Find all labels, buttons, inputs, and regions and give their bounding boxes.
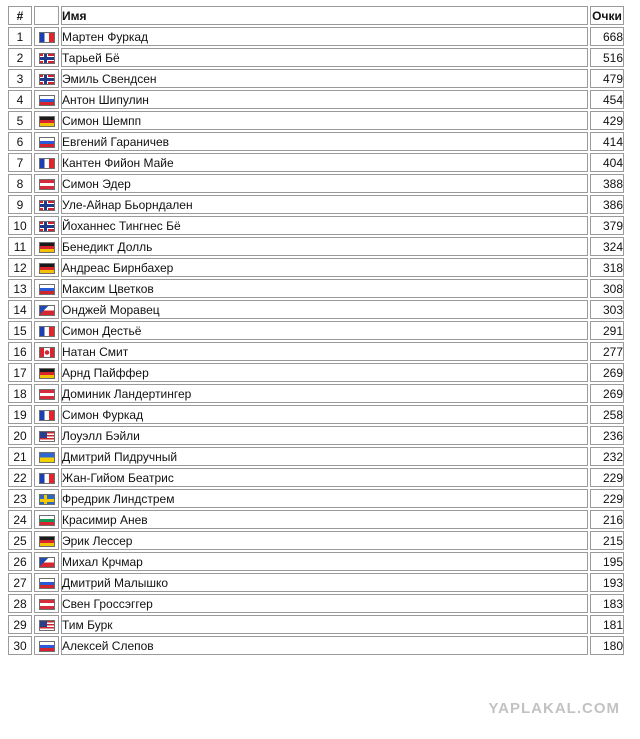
athlete-name: Эмиль Свендсен <box>61 69 588 88</box>
fra-flag-icon <box>39 473 55 484</box>
athlete-name: Антон Шипулин <box>61 90 588 109</box>
table-row <box>8 363 624 382</box>
rank-number: 1 <box>8 27 32 46</box>
table-row <box>8 258 624 277</box>
points-value: 269 <box>590 363 624 382</box>
athlete-name: Симон Эдер <box>61 174 588 193</box>
rus-flag-icon <box>39 578 55 589</box>
points-value: 386 <box>590 195 624 214</box>
rank-number: 11 <box>8 237 32 256</box>
ger-flag-icon <box>39 263 55 274</box>
table-row <box>8 300 624 319</box>
athlete-name: Михал Крчмар <box>61 552 588 571</box>
rank-number: 8 <box>8 174 32 193</box>
ger-flag-icon <box>39 242 55 253</box>
header-number: # <box>8 6 32 25</box>
nor-flag-icon <box>39 200 55 211</box>
points-value: 379 <box>590 216 624 235</box>
table-body <box>8 27 624 655</box>
aut-flag-icon <box>39 389 55 400</box>
points-value: 258 <box>590 405 624 424</box>
rank-number: 23 <box>8 489 32 508</box>
points-value: 269 <box>590 384 624 403</box>
flag-cell <box>34 552 59 571</box>
athlete-name: Лоуэлл Бэйли <box>61 426 588 445</box>
rank-number: 27 <box>8 573 32 592</box>
athlete-name: Доминик Ландертингер <box>61 384 588 403</box>
table-row <box>8 174 624 193</box>
flag-cell <box>34 48 59 67</box>
rus-flag-icon <box>39 137 55 148</box>
points-value: 429 <box>590 111 624 130</box>
flag-cell <box>34 300 59 319</box>
athlete-name: Тарьей Бё <box>61 48 588 67</box>
can-flag-icon <box>39 347 55 358</box>
athlete-name: Симон Шемпп <box>61 111 588 130</box>
points-value: 232 <box>590 447 624 466</box>
table-row <box>8 615 624 634</box>
rank-number: 4 <box>8 90 32 109</box>
athlete-name: Эрик Лессер <box>61 531 588 550</box>
aut-flag-icon <box>39 179 55 190</box>
rank-number: 3 <box>8 69 32 88</box>
table-row <box>8 426 624 445</box>
flag-cell <box>34 468 59 487</box>
rank-number: 13 <box>8 279 32 298</box>
athlete-name: Жан-Гийом Беатрис <box>61 468 588 487</box>
points-value: 229 <box>590 489 624 508</box>
rank-number: 25 <box>8 531 32 550</box>
flag-cell <box>34 447 59 466</box>
table-row <box>8 510 624 529</box>
table-row <box>8 90 624 109</box>
table-row <box>8 384 624 403</box>
flag-cell <box>34 384 59 403</box>
nor-flag-icon <box>39 74 55 85</box>
table-row <box>8 132 624 151</box>
table-row <box>8 531 624 550</box>
rank-number: 30 <box>8 636 32 655</box>
athlete-name: Евгений Гараничев <box>61 132 588 151</box>
athlete-name: Свен Гроссэггер <box>61 594 588 613</box>
athlete-name: Алексей Слепов <box>61 636 588 655</box>
rus-flag-icon <box>39 641 55 652</box>
flag-cell <box>34 258 59 277</box>
points-value: 303 <box>590 300 624 319</box>
table-row <box>8 447 624 466</box>
athlete-name: Йоханнес Тингнес Бё <box>61 216 588 235</box>
athlete-name: Симон Дестьё <box>61 321 588 340</box>
usa-flag-icon <box>39 431 55 442</box>
flag-cell <box>34 594 59 613</box>
rank-number: 26 <box>8 552 32 571</box>
rus-flag-icon <box>39 95 55 106</box>
header-name: Имя <box>61 6 588 25</box>
rank-number: 16 <box>8 342 32 361</box>
fra-flag-icon <box>39 326 55 337</box>
athlete-name: Дмитрий Малышко <box>61 573 588 592</box>
table-row <box>8 153 624 172</box>
ger-flag-icon <box>39 368 55 379</box>
bul-flag-icon <box>39 515 55 526</box>
table-row <box>8 321 624 340</box>
flag-cell <box>34 90 59 109</box>
ranking-table <box>6 4 626 657</box>
flag-cell <box>34 279 59 298</box>
table-row <box>8 489 624 508</box>
athlete-name: Симон Фуркад <box>61 405 588 424</box>
athlete-name: Кантен Фийон Майе <box>61 153 588 172</box>
ukr-flag-icon <box>39 452 55 463</box>
table-row <box>8 342 624 361</box>
swe-flag-icon <box>39 494 55 505</box>
table-row <box>8 195 624 214</box>
points-value: 668 <box>590 27 624 46</box>
flag-cell <box>34 216 59 235</box>
nor-flag-icon <box>39 221 55 232</box>
rank-number: 18 <box>8 384 32 403</box>
rank-number: 19 <box>8 405 32 424</box>
points-value: 479 <box>590 69 624 88</box>
athlete-name: Мартен Фуркад <box>61 27 588 46</box>
fra-flag-icon <box>39 158 55 169</box>
points-value: 195 <box>590 552 624 571</box>
points-value: 454 <box>590 90 624 109</box>
flag-cell <box>34 489 59 508</box>
header-flag <box>34 6 59 25</box>
table-row <box>8 69 624 88</box>
table-row <box>8 594 624 613</box>
rank-number: 22 <box>8 468 32 487</box>
points-value: 291 <box>590 321 624 340</box>
table-row <box>8 636 624 655</box>
points-value: 183 <box>590 594 624 613</box>
table-row <box>8 573 624 592</box>
rank-number: 24 <box>8 510 32 529</box>
usa-flag-icon <box>39 620 55 631</box>
points-value: 308 <box>590 279 624 298</box>
flag-cell <box>34 321 59 340</box>
cze-flag-icon <box>39 557 55 568</box>
flag-cell <box>34 195 59 214</box>
points-value: 181 <box>590 615 624 634</box>
rank-number: 7 <box>8 153 32 172</box>
rank-number: 2 <box>8 48 32 67</box>
points-value: 404 <box>590 153 624 172</box>
flag-cell <box>34 426 59 445</box>
ger-flag-icon <box>39 116 55 127</box>
points-value: 388 <box>590 174 624 193</box>
points-value: 229 <box>590 468 624 487</box>
athlete-name: Дмитрий Пидручный <box>61 447 588 466</box>
flag-cell <box>34 153 59 172</box>
ger-flag-icon <box>39 536 55 547</box>
table-row <box>8 279 624 298</box>
flag-cell <box>34 363 59 382</box>
rank-number: 9 <box>8 195 32 214</box>
rank-number: 14 <box>8 300 32 319</box>
points-value: 516 <box>590 48 624 67</box>
athlete-name: Натан Смит <box>61 342 588 361</box>
table-row <box>8 237 624 256</box>
athlete-name: Максим Цветков <box>61 279 588 298</box>
flag-cell <box>34 111 59 130</box>
flag-cell <box>34 69 59 88</box>
table-row <box>8 111 624 130</box>
nor-flag-icon <box>39 53 55 64</box>
athlete-name: Арнд Пайффер <box>61 363 588 382</box>
flag-cell <box>34 237 59 256</box>
table-row <box>8 48 624 67</box>
athlete-name: Бенедикт Долль <box>61 237 588 256</box>
flag-cell <box>34 342 59 361</box>
table-row <box>8 468 624 487</box>
table-row <box>8 27 624 46</box>
flag-cell <box>34 132 59 151</box>
points-value: 180 <box>590 636 624 655</box>
header-row <box>8 6 624 25</box>
fra-flag-icon <box>39 32 55 43</box>
flag-cell <box>34 27 59 46</box>
flag-cell <box>34 510 59 529</box>
points-value: 277 <box>590 342 624 361</box>
rank-number: 28 <box>8 594 32 613</box>
athlete-name: Красимир Анев <box>61 510 588 529</box>
flag-cell <box>34 174 59 193</box>
rank-number: 17 <box>8 363 32 382</box>
rank-number: 29 <box>8 615 32 634</box>
athlete-name: Андреас Бирнбахер <box>61 258 588 277</box>
rank-number: 12 <box>8 258 32 277</box>
points-value: 324 <box>590 237 624 256</box>
athlete-name: Тим Бурк <box>61 615 588 634</box>
flag-cell <box>34 405 59 424</box>
rank-number: 21 <box>8 447 32 466</box>
header-points: Очки <box>590 6 624 25</box>
rank-number: 15 <box>8 321 32 340</box>
table-row <box>8 552 624 571</box>
flag-cell <box>34 615 59 634</box>
points-value: 414 <box>590 132 624 151</box>
table-row <box>8 216 624 235</box>
rank-number: 20 <box>8 426 32 445</box>
points-value: 193 <box>590 573 624 592</box>
watermark: YAPLAKAL.COM <box>488 700 620 717</box>
fra-flag-icon <box>39 410 55 421</box>
rank-number: 6 <box>8 132 32 151</box>
table-row <box>8 405 624 424</box>
athlete-name: Фредрик Линдстрем <box>61 489 588 508</box>
points-value: 318 <box>590 258 624 277</box>
points-value: 215 <box>590 531 624 550</box>
points-value: 236 <box>590 426 624 445</box>
athlete-name: Уле-Айнар Бьорндален <box>61 195 588 214</box>
athlete-name: Онджей Моравец <box>61 300 588 319</box>
flag-cell <box>34 573 59 592</box>
flag-cell <box>34 636 59 655</box>
rank-number: 5 <box>8 111 32 130</box>
aut-flag-icon <box>39 599 55 610</box>
rank-number: 10 <box>8 216 32 235</box>
flag-cell <box>34 531 59 550</box>
rus-flag-icon <box>39 284 55 295</box>
cze-flag-icon <box>39 305 55 316</box>
points-value: 216 <box>590 510 624 529</box>
